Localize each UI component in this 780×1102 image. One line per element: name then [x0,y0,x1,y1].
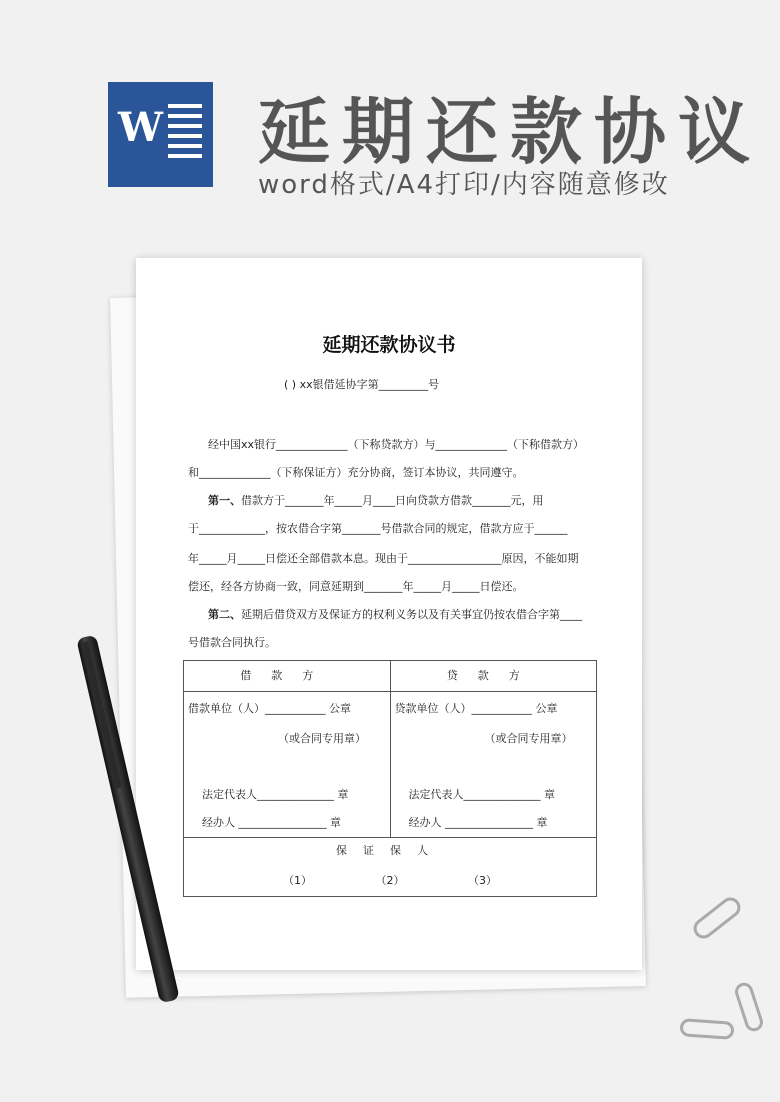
lender-handler: 经办人 ________________ 章 [408,816,548,829]
document-sheet [136,258,642,970]
clause-text: 延期后借贷双方及保证方的权利义务以及有关事宜仍按农借合字第____ [241,608,582,621]
paragraph-line: 偿还，经各方协商一致，同意延期到_______年_____月_____日偿还。 [188,580,524,593]
banner-subtitle: word格式/A4打印/内容随意修改 [258,170,670,200]
borrower-seal-note: （或合同专用章） [278,732,366,745]
document-number-line: ( ) xx银借延协字第_________号 [284,378,440,391]
paragraph-line [208,606,618,622]
borrower-legal-rep: 法定代表人______________ 章 [202,788,349,801]
guarantor-numbers: （1） （2） （3） [283,874,497,887]
paragraph-line: 和_____________（下称保证方）充分协商，签订本协议，共同遵守。 [188,466,524,479]
lender-seal-note: （或合同专用章） [484,732,573,745]
guarantor-header: 保证保人 [336,844,444,857]
paragraph-line [208,492,618,508]
clause-text: 借款方于_______年_____月____日向贷款方借款_______元，用 [241,494,544,507]
paperclip-icon [690,893,745,942]
lender-legal-rep: 法定代表人______________ 章 [408,788,555,801]
clause-label: 第一、 [208,494,241,507]
borrower-header: 借款方 [184,661,391,692]
borrower-unit: 借款单位（人）___________ 公章 [188,702,351,715]
lender-cell [390,692,597,838]
guarantor-cell [184,838,597,897]
word-icon-lines [168,104,202,164]
borrower-handler: 经办人 ________________ 章 [202,816,341,829]
lender-header: 贷款方 [390,661,597,692]
word-document-icon [108,82,213,187]
banner-title: 延期还款协议 [258,90,763,174]
document-title: 延期还款协议书 [322,334,456,356]
paragraph-line: 号借款合同执行。 [188,636,276,649]
lender-unit: 贷款单位（人）___________ 公章 [394,702,558,715]
paragraph-line: 于____________，按农借合字第_______号借款合同的规定，借款方应于______ [188,522,568,535]
paperclip-icon [679,1018,734,1040]
clause-label: 第二、 [208,608,241,621]
paragraph-line: 年_____月_____日偿还全部借款本息。现由于_________________原因，不能如期 [188,552,579,565]
borrower-cell [184,692,391,838]
paperclip-icon [733,980,766,1033]
paragraph-line: 经中国xx银行_____________（下称贷款方）与_____________（下称借款方） [208,438,585,451]
signature-table [183,660,597,897]
word-icon-letter: W [118,104,163,151]
